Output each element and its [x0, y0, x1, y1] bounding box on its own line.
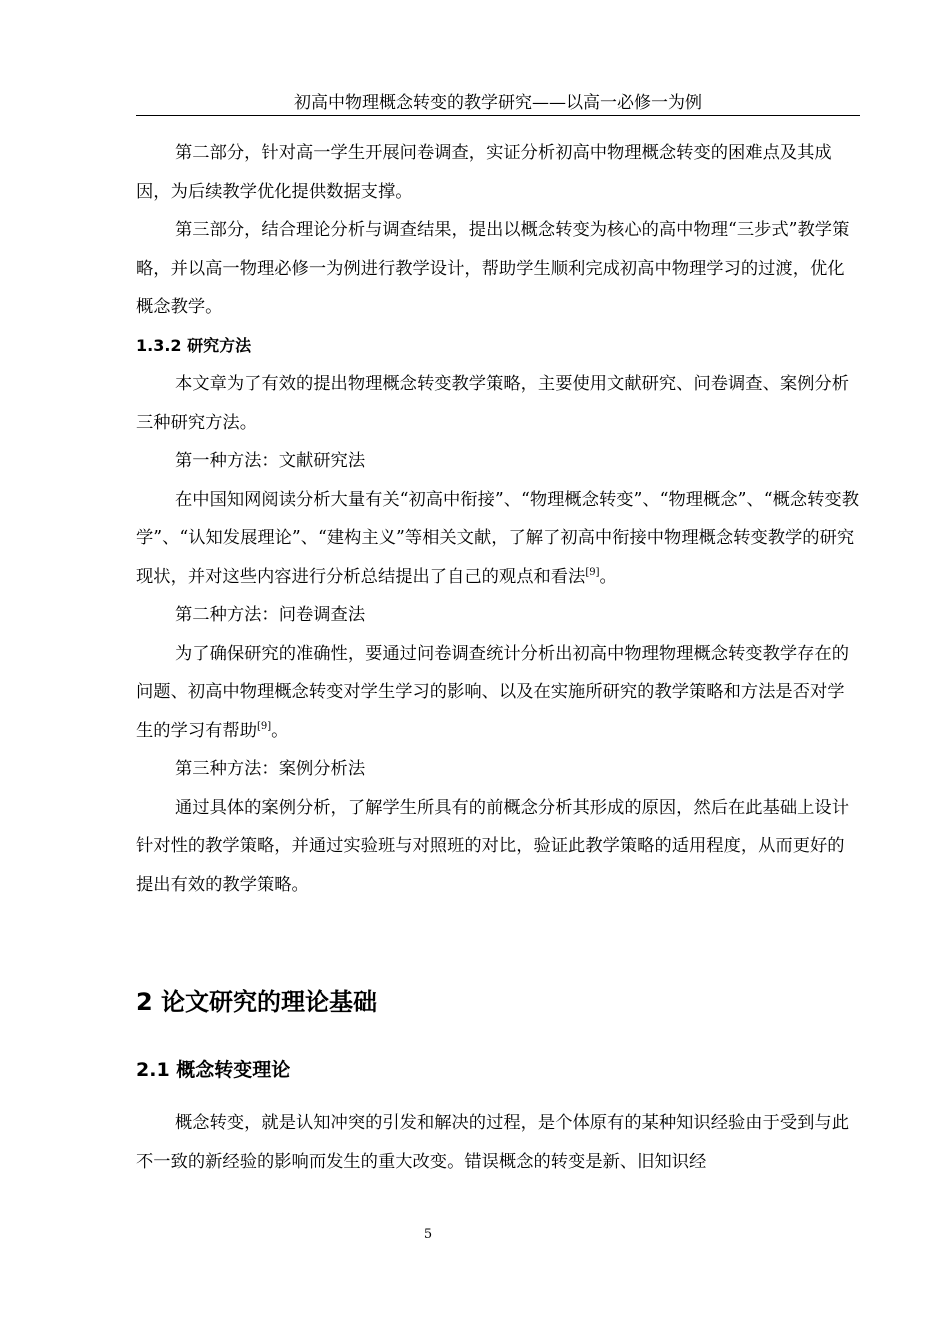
page-number: 5 [423, 1227, 433, 1242]
method3-title: 第三种方法：案例分析法 [175, 759, 366, 779]
running-header: 初高中物理概念转变的教学研究——以高一必修一为例 [294, 93, 702, 113]
method2-paragraph [136, 635, 860, 751]
method3-paragraph: 通过具体的案例分析，了解学生所具有的前概念分析其形成的原因，然后在此基础上设计针对性的教学策略，并通过实验班与对照班的对比，验证此教学策略的适用程度，从而更好的提出有效的教学策略。 [136, 797, 849, 895]
section-2-1-body [136, 1104, 860, 1181]
method1-title: 第一种方法：文献研究法 [175, 451, 366, 471]
method1-paragraph [136, 481, 860, 597]
citation-9: [9] [256, 720, 272, 732]
section-2-1-heading: 2.1 概念转变理论 [136, 1059, 291, 1081]
paragraph-methods-intro: 本文章为了有效的提出物理概念转变教学策略，主要使用文献研究、问卷调查、案例分析三种研究方法。 [136, 374, 849, 433]
citation-9: [9] [585, 566, 600, 578]
chapter-2-heading: 2 论文研究的理论基础 [136, 988, 378, 1016]
paragraph-part-three: 第三部分，结合理论分析与调查结果，提出以概念转变为核心的高中物理“三步式”教学策略，并以高一物理必修一为例进行教学设计，帮助学生顺利完成初高中物理学习的过渡，优化概念教学。 [136, 220, 850, 317]
header-rule [136, 115, 860, 116]
method2-text: 为了确保研究的准确性，要通过问卷调查统计分析出初高中物理物理概念转变教学存在的问题、初高中物理概念转变对学生学习的影响、以及在实施所研究的教学策略和方法是否对学生的学习有帮助 [136, 643, 849, 741]
method1-text: 在中国知网阅读分析大量有关“初高中衔接”、“物理概念转变”、“物理概念”、“概念转变教学”、“认知发展理论”、“建构主义”等相关文献，了解了初高中衔接中物理概念转变教学的研究现状，并对这些内容进行分析总结提出了自己的观点和看法 [136, 489, 859, 587]
concept-change-paragraph: 概念转变，就是认知冲突的引发和解决的过程，是个体原有的某种知识经验由于受到与此不一致的新经验的影响而发生的重大改变。错误概念的转变是新、旧知识经 [136, 1113, 849, 1172]
paragraph-part-two: 第二部分，针对高一学生开展问卷调查，实证分析初高中物理概念转变的困难点及其成因，为后续教学优化提供数据支撑。 [136, 143, 832, 202]
subsection-heading-1-3-2: 1.3.2 研究方法 [136, 335, 252, 355]
method2-title: 第二种方法：问卷调查法 [175, 605, 366, 625]
method2-end: 。 [271, 720, 289, 741]
body-text [136, 134, 860, 904]
method1-end: 。 [599, 566, 617, 587]
